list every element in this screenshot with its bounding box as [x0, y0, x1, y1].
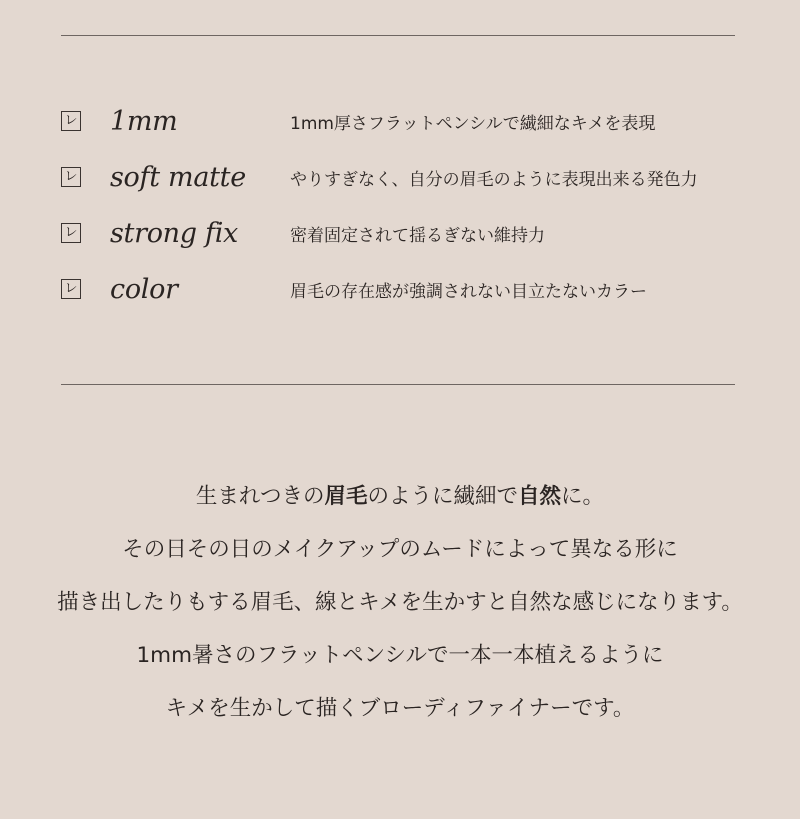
- checkbox-icon: レ: [61, 223, 81, 243]
- feature-row-1mm: [61, 96, 761, 152]
- feature-description: やりすぎなく、自分の眉毛のように表現出来る発色力: [290, 170, 698, 190]
- feature-description: 密着固定されて揺るぎない維持力: [290, 226, 545, 246]
- emphasis-text: 眉毛: [324, 484, 368, 509]
- description-line-1: [0, 470, 800, 523]
- text-segment: 生まれつきの: [195, 484, 325, 509]
- description-paragraph: [0, 470, 800, 735]
- description-line-4: 1mm暑さのフラットペンシルで一本一本植えるように: [136, 643, 664, 668]
- text-segment: のように繊細で: [367, 484, 519, 509]
- checkbox-icon: レ: [61, 279, 81, 299]
- emphasis-text: 自然: [518, 484, 562, 509]
- feature-title: strong fix: [110, 218, 238, 249]
- text-segment: に。: [561, 484, 605, 509]
- description-line-5: キメを生かして描くブローディファイナーです。: [165, 696, 635, 721]
- middle-divider: [61, 384, 735, 385]
- feature-title: 1mm: [110, 106, 178, 137]
- description-line-3: 描き出したりもする眉毛、線とキメを生かすと自然な感じになります。: [57, 590, 743, 615]
- feature-description: 眉毛の存在感が強調されない目立たないカラー: [290, 282, 647, 302]
- checkbox-icon: レ: [61, 111, 81, 131]
- top-divider: [61, 35, 735, 36]
- feature-description: 1mm厚さフラットペンシルで繊細なキメを表現: [290, 114, 656, 134]
- feature-row-soft-matte: [61, 152, 761, 208]
- feature-row-strong-fix: [61, 208, 761, 264]
- checkbox-icon: レ: [61, 167, 81, 187]
- feature-title: color: [110, 274, 178, 305]
- feature-row-color: [61, 264, 761, 320]
- feature-list: [61, 96, 761, 320]
- feature-title: soft matte: [110, 162, 246, 193]
- description-line-2: その日その日のメイクアップのムードによって異なる形に: [122, 537, 678, 562]
